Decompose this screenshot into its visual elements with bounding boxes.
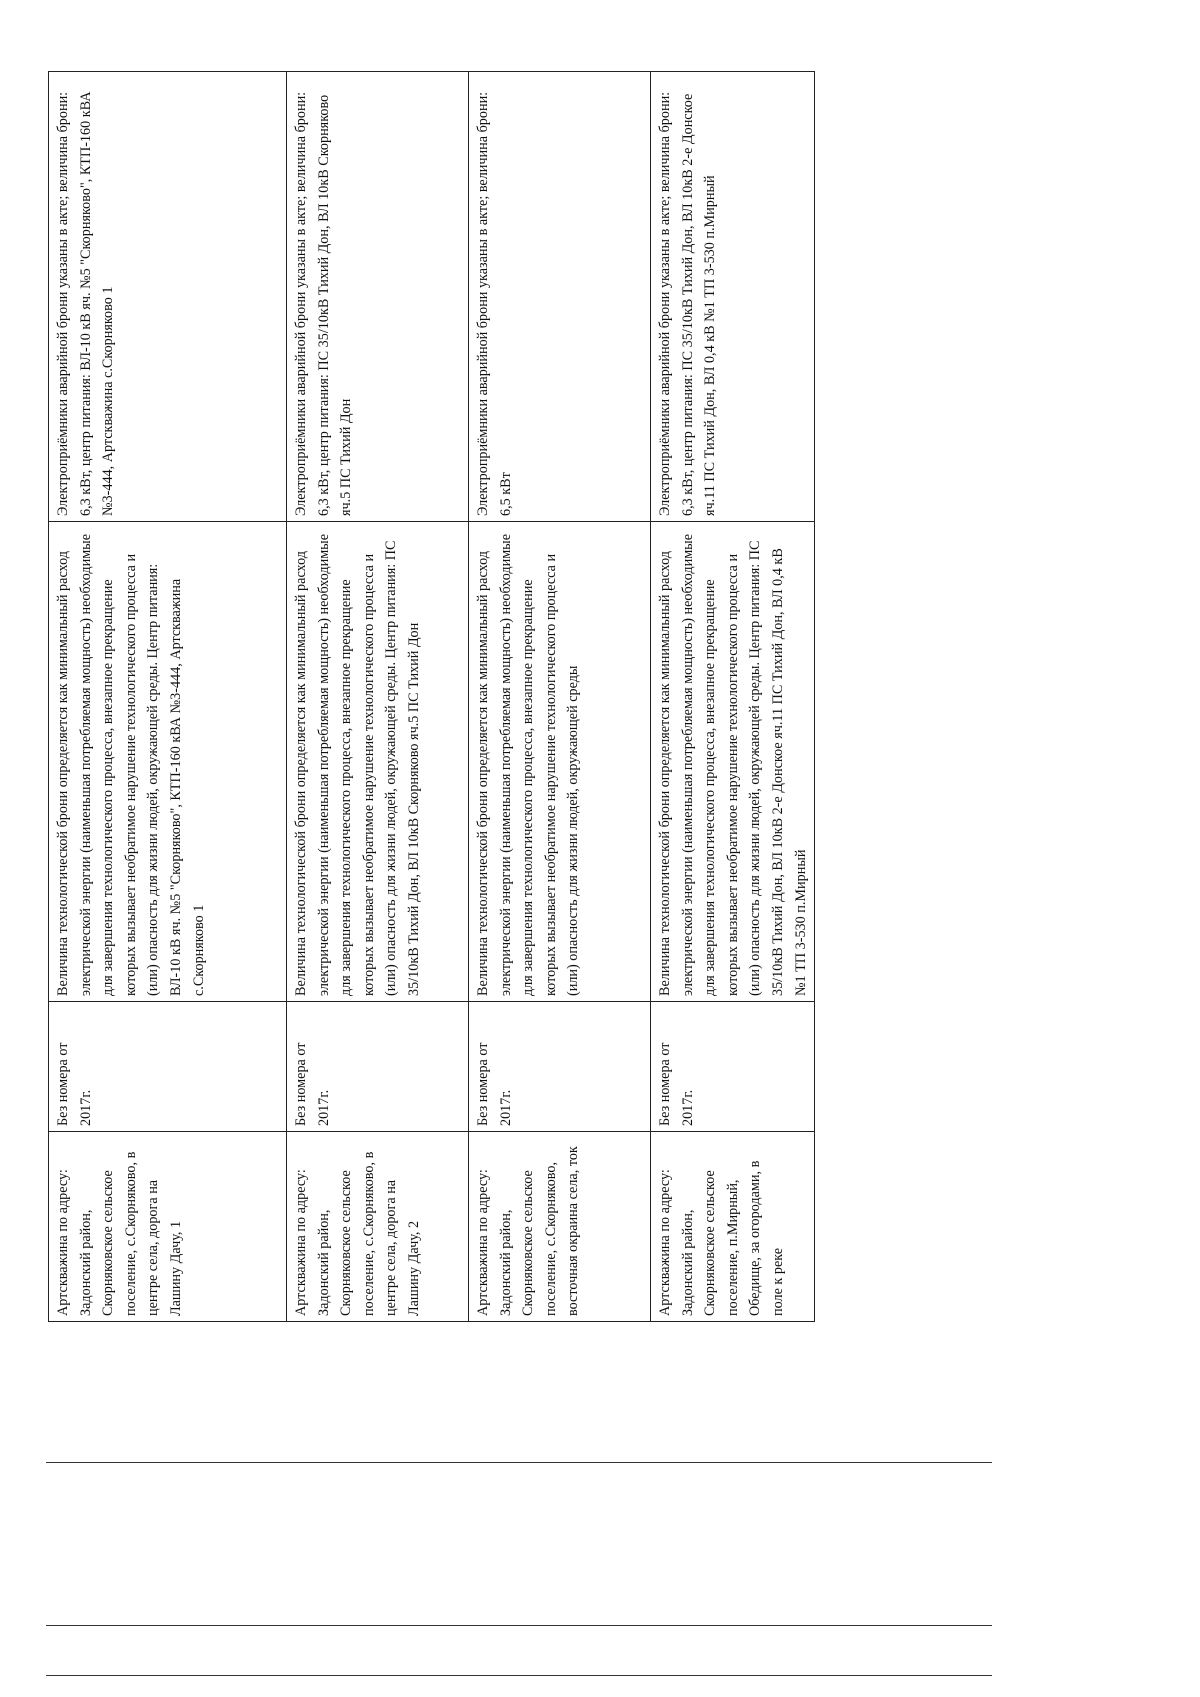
address-cell: Артскважина по адресу: Задонский район, Скорняковское сельское поселение, с.Скорняково, восточная окраина села, ток [469,1132,651,1322]
table-row [651,72,815,1322]
tech-reserve-description-cell: Величина технологической брони определяется как минимальный расход электрической энергии (наименьшая потребляемая мощность) необходимые для завершения технологического процесса, внезапное прекращение которых вызывает необратимое нарушение технологического процесса и (или) опасность для жизни людей, окружающей среды. Центр питания: ПС 35/10кВ Тихий Дон, ВЛ 10кВ Скорняково яч.5 ПС Тихий Дон [287,522,469,1002]
table-row [469,72,651,1322]
tech-reserve-description-cell: Величина технологической брони определяется как минимальный расход электрической энергии (наименьшая потребляемая мощность) необходимые для завершения технологического процесса, внезапное прекращение которых вызывает необратимое нарушение технологического процесса и (или) опасность для жизни людей, окружающей среды. Центр питания: ПС 35/10кВ Тихий Дон, ВЛ 10кВ 2-е Донское яч.11 ПС Тихий Дон, ВЛ 0,4 кВ №1 ТП 3-530 п.Мирный [651,522,815,1002]
emergency-receivers-cell: Электроприёмники аварийной брони указаны в акте; величина брони: 6,5 кВт [469,72,651,522]
signature-line [46,1625,992,1626]
signature-line [46,1462,992,1463]
emergency-receivers-cell: Электроприёмники аварийной брони указаны в акте; величина брони: 6,3 кВт, центр питания: ПС 35/10кВ Тихий Дон, ВЛ 10кВ Скорняково яч.5 ПС Тихий Дон [287,72,469,522]
tech-reserve-description-cell: Величина технологической брони определяется как минимальный расход электрической энергии (наименьшая потребляемая мощность) необходимые для завершения технологического процесса, внезапное прекращение которых вызывает необратимое нарушение технологического процесса и (или) опасность для жизни людей, окружающей среды. Центр питания: ВЛ-10 кВ яч. №5 "Скорняково", КТП-160 кВА №3-444, Артскважина с.Скорняково 1 [49,522,287,1002]
emergency-reserve-table [48,71,815,1322]
address-cell: Артскважина по адресу: Задонский район, Скорняковское сельское поселение, п.Мирный, Обедище, за огородами, в поле к реке [651,1132,815,1322]
address-cell: Артскважина по адресу: Задонский район, Скорняковское сельское поселение, с.Скорняково, в центре села, дорога на Лашину Дачу, 1 [49,1132,287,1322]
address-cell: Артскважина по адресу: Задонский район, Скорняковское сельское поселение, с.Скорняково, в центре села, дорога на Лашину Дачу, 2 [287,1132,469,1322]
document-date-cell: Без номера от 2017г. [287,1002,469,1132]
table-row [49,72,287,1322]
document-date-cell: Без номера от 2017г. [469,1002,651,1132]
signature-line [46,1675,992,1676]
emergency-receivers-cell: Электроприёмники аварийной брони указаны в акте; величина брони: 6,3 кВт, центр питания: ПС 35/10кВ Тихий Дон, ВЛ 10кВ 2-е Донское яч.11 ПС Тихий Дон, ВЛ 0,4 кВ №1 ТП 3-530 п.Мирный [651,72,815,522]
table-row [287,72,469,1322]
rotated-table-wrapper [48,72,809,1322]
emergency-receivers-cell: Электроприёмники аварийной брони указаны в акте; величина брони: 6,3 кВт, центр питания: ВЛ-10 кВ яч. №5 "Скорняково", КТП-160 кВА №3-444, Артскважина с.Скорняково 1 [49,72,287,522]
document-date-cell: Без номера от 2017г. [49,1002,287,1132]
document-date-cell: Без номера от 2017г. [651,1002,815,1132]
tech-reserve-description-cell: Величина технологической брони определяется как минимальный расход электрической энергии (наименьшая потребляемая мощность) необходимые для завершения технологического процесса, внезапное прекращение которых вызывает необратимое нарушение технологического процесса и (или) опасность для жизни людей, окружающей среды [469,522,651,1002]
